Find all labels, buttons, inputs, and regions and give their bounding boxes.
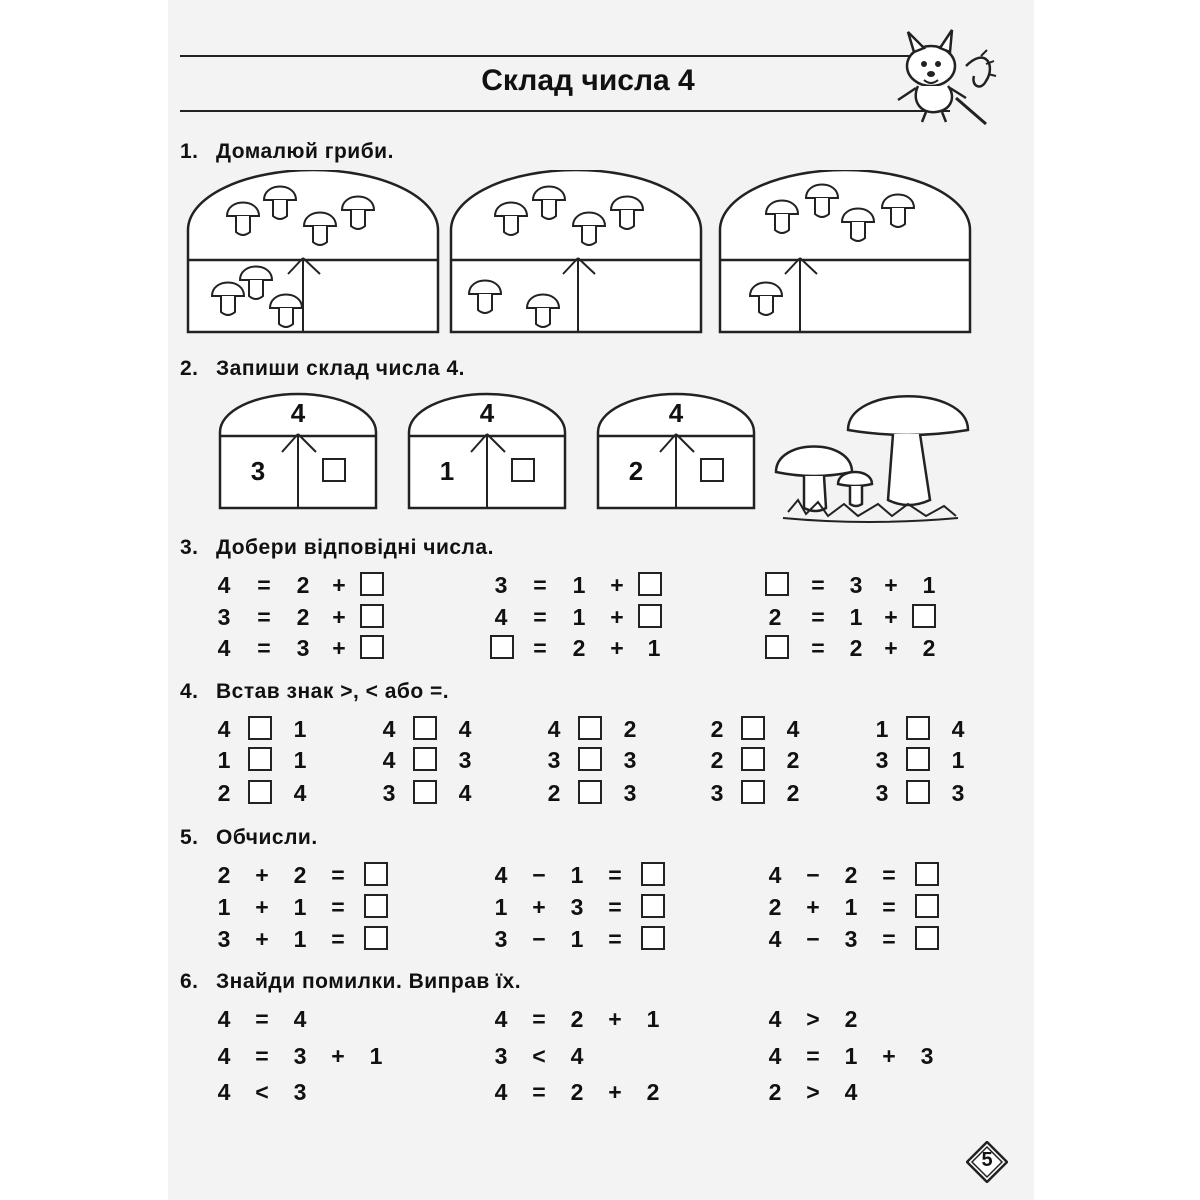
sign-box[interactable] xyxy=(906,716,930,740)
token: 1 xyxy=(647,635,661,661)
token: 4 xyxy=(217,1079,231,1105)
answer-box[interactable] xyxy=(765,572,789,596)
token: = xyxy=(811,604,825,630)
token: = xyxy=(811,635,825,661)
token: = xyxy=(532,1006,546,1032)
house-3 xyxy=(720,170,970,332)
sign-box[interactable] xyxy=(906,747,930,771)
sign-box[interactable] xyxy=(578,747,602,771)
token: 3 xyxy=(217,926,231,952)
token: = xyxy=(533,635,547,661)
mushroom-bunch-icon xyxy=(768,380,978,525)
token: = xyxy=(882,862,896,888)
token: 4 xyxy=(382,716,396,742)
token: 1 xyxy=(875,716,889,742)
answer-box[interactable] xyxy=(638,604,662,628)
token: = xyxy=(532,1079,546,1105)
token: 4 xyxy=(293,1006,307,1032)
token: 4 xyxy=(494,604,508,630)
sign-box[interactable] xyxy=(248,780,272,804)
token: 4 xyxy=(217,1043,231,1069)
token: + xyxy=(255,926,269,952)
answer-box[interactable] xyxy=(641,894,665,918)
task-5-heading: 5. Обчисли. xyxy=(180,826,318,849)
page-title: Склад числа 4 xyxy=(481,64,695,97)
token: 3 xyxy=(494,1043,508,1069)
token: 3 xyxy=(623,747,637,773)
answer-box[interactable] xyxy=(360,604,384,628)
token: = xyxy=(255,1006,269,1032)
sign-box[interactable] xyxy=(413,747,437,771)
token: + xyxy=(610,635,624,661)
token: 3 xyxy=(875,747,889,773)
answer-box[interactable] xyxy=(364,862,388,886)
task-1-heading: 1. Домалюй гриби. xyxy=(180,140,394,163)
house-1-left-number: 3 xyxy=(250,456,266,486)
token: = xyxy=(331,862,345,888)
house-1-top-number: 4 xyxy=(290,398,306,428)
answer-box[interactable] xyxy=(364,926,388,950)
token: 2 xyxy=(768,894,782,920)
answer-box[interactable] xyxy=(641,862,665,886)
token: = xyxy=(882,926,896,952)
token: 2 xyxy=(844,1006,858,1032)
token: 4 xyxy=(293,780,307,806)
token: 1 xyxy=(951,747,965,773)
token: = xyxy=(811,572,825,598)
token: = xyxy=(331,926,345,952)
token: 2 xyxy=(922,635,936,661)
sign-box[interactable] xyxy=(741,780,765,804)
house-3-left-number: 2 xyxy=(628,456,644,486)
token: < xyxy=(532,1043,546,1069)
token: 4 xyxy=(494,1006,508,1032)
house-2-left-number: 1 xyxy=(439,456,455,486)
token: 3 xyxy=(623,780,637,806)
sign-box[interactable] xyxy=(578,780,602,804)
token: + xyxy=(884,572,898,598)
token: − xyxy=(806,926,820,952)
token: 4 xyxy=(217,1006,231,1032)
token: 4 xyxy=(458,780,472,806)
token: + xyxy=(610,572,624,598)
answer-box[interactable] xyxy=(364,894,388,918)
answer-box[interactable] xyxy=(638,572,662,596)
token: 3 xyxy=(875,780,889,806)
answer-box[interactable] xyxy=(912,604,936,628)
token: + xyxy=(332,572,346,598)
answer-box[interactable] xyxy=(765,635,789,659)
token: 2 xyxy=(296,572,310,598)
token: = xyxy=(533,604,547,630)
task-6-heading: 6. Знайди помилки. Виправ їх. xyxy=(180,970,522,993)
house-1 xyxy=(188,170,438,332)
token: + xyxy=(331,1043,345,1069)
squirrel-mascot-icon xyxy=(886,26,998,126)
token: 2 xyxy=(646,1079,660,1105)
token: 1 xyxy=(293,747,307,773)
token: 4 xyxy=(217,635,231,661)
token: > xyxy=(806,1006,820,1032)
token: 2 xyxy=(768,604,782,630)
token: + xyxy=(532,894,546,920)
sign-box[interactable] xyxy=(248,716,272,740)
token: = xyxy=(533,572,547,598)
token: 4 xyxy=(951,716,965,742)
token: = xyxy=(608,862,622,888)
token: 3 xyxy=(296,635,310,661)
token: < xyxy=(255,1079,269,1105)
token: > xyxy=(806,1079,820,1105)
answer-box[interactable] xyxy=(915,926,939,950)
token: 2 xyxy=(768,1079,782,1105)
token: 3 xyxy=(293,1043,307,1069)
token: + xyxy=(884,635,898,661)
token: 1 xyxy=(922,572,936,598)
token: 4 xyxy=(494,1079,508,1105)
token: 1 xyxy=(217,894,231,920)
token: 3 xyxy=(494,572,508,598)
token: = xyxy=(257,572,271,598)
sign-box[interactable] xyxy=(413,780,437,804)
house-2 xyxy=(451,170,701,332)
token: + xyxy=(255,862,269,888)
mushroom-houses xyxy=(168,170,1034,345)
task-2-heading: 2. Запиши склад числа 4. xyxy=(180,357,465,380)
token: 3 xyxy=(920,1043,934,1069)
token: 4 xyxy=(570,1043,584,1069)
token: = xyxy=(882,894,896,920)
token: 4 xyxy=(494,862,508,888)
answer-box[interactable] xyxy=(915,862,939,886)
token: 2 xyxy=(217,862,231,888)
token: + xyxy=(255,894,269,920)
house-3-top-number: 4 xyxy=(668,398,684,428)
page-number: 5 xyxy=(981,1149,993,1171)
token: 2 xyxy=(786,747,800,773)
answer-box[interactable] xyxy=(915,894,939,918)
token: 1 xyxy=(293,716,307,742)
token: − xyxy=(806,862,820,888)
token: 3 xyxy=(849,572,863,598)
token: − xyxy=(532,862,546,888)
token: 4 xyxy=(786,716,800,742)
token: = xyxy=(608,926,622,952)
token: 1 xyxy=(844,1043,858,1069)
token: 4 xyxy=(768,1006,782,1032)
token: + xyxy=(610,604,624,630)
answer-box[interactable] xyxy=(490,635,514,659)
token: 4 xyxy=(382,747,396,773)
token: 4 xyxy=(217,716,231,742)
token: 4 xyxy=(458,716,472,742)
token: 3 xyxy=(951,780,965,806)
token: 3 xyxy=(710,780,724,806)
house-2-answer-box[interactable] xyxy=(511,458,535,482)
answer-box[interactable] xyxy=(641,926,665,950)
token: = xyxy=(331,894,345,920)
token: 1 xyxy=(572,572,586,598)
header-rule-bottom xyxy=(180,110,950,112)
token: = xyxy=(608,894,622,920)
token: 1 xyxy=(369,1043,383,1069)
token: + xyxy=(608,1006,622,1032)
house-1-answer-box[interactable] xyxy=(322,458,346,482)
token: 2 xyxy=(217,780,231,806)
token: + xyxy=(884,604,898,630)
token: 2 xyxy=(547,780,561,806)
token: 1 xyxy=(217,747,231,773)
token: 1 xyxy=(646,1006,660,1032)
answer-box[interactable] xyxy=(360,572,384,596)
header-rule-top xyxy=(180,55,915,57)
token: 2 xyxy=(293,862,307,888)
workbook-page xyxy=(168,0,1034,1200)
token: = xyxy=(255,1043,269,1069)
house-2-top-number: 4 xyxy=(479,398,495,428)
token: 4 xyxy=(844,1079,858,1105)
answer-box[interactable] xyxy=(360,635,384,659)
token: + xyxy=(332,635,346,661)
token: 2 xyxy=(710,716,724,742)
sign-box[interactable] xyxy=(413,716,437,740)
token: = xyxy=(257,635,271,661)
token: 4 xyxy=(768,926,782,952)
token: 3 xyxy=(494,926,508,952)
token: = xyxy=(257,604,271,630)
sign-box[interactable] xyxy=(578,716,602,740)
token: 3 xyxy=(570,894,584,920)
token: = xyxy=(806,1043,820,1069)
token: 1 xyxy=(572,604,586,630)
task-3-heading: 3. Добери відповідні числа. xyxy=(180,536,494,559)
token: 2 xyxy=(570,1079,584,1105)
house-3-answer-box[interactable] xyxy=(700,458,724,482)
token: 2 xyxy=(572,635,586,661)
token: 1 xyxy=(844,894,858,920)
token: 3 xyxy=(547,747,561,773)
token: + xyxy=(332,604,346,630)
sign-box[interactable] xyxy=(906,780,930,804)
token: 4 xyxy=(768,1043,782,1069)
token: 1 xyxy=(293,894,307,920)
token: 2 xyxy=(786,780,800,806)
token: 1 xyxy=(494,894,508,920)
token: 2 xyxy=(570,1006,584,1032)
task-4-heading: 4. Встав знак >, < або =. xyxy=(180,680,450,703)
token: 1 xyxy=(570,862,584,888)
token: 3 xyxy=(458,747,472,773)
token: 1 xyxy=(849,604,863,630)
token: 4 xyxy=(217,572,231,598)
token: 2 xyxy=(623,716,637,742)
sign-box[interactable] xyxy=(248,747,272,771)
token: 2 xyxy=(844,862,858,888)
token: 2 xyxy=(710,747,724,773)
sign-box[interactable] xyxy=(741,747,765,771)
token: 3 xyxy=(844,926,858,952)
token: + xyxy=(882,1043,896,1069)
token: 1 xyxy=(570,926,584,952)
token: 2 xyxy=(849,635,863,661)
token: 4 xyxy=(768,862,782,888)
token: 3 xyxy=(293,1079,307,1105)
token: 1 xyxy=(293,926,307,952)
token: − xyxy=(532,926,546,952)
token: + xyxy=(608,1079,622,1105)
token: 3 xyxy=(217,604,231,630)
token: 3 xyxy=(382,780,396,806)
token: 4 xyxy=(547,716,561,742)
sign-box[interactable] xyxy=(741,716,765,740)
token: 2 xyxy=(296,604,310,630)
token: + xyxy=(806,894,820,920)
